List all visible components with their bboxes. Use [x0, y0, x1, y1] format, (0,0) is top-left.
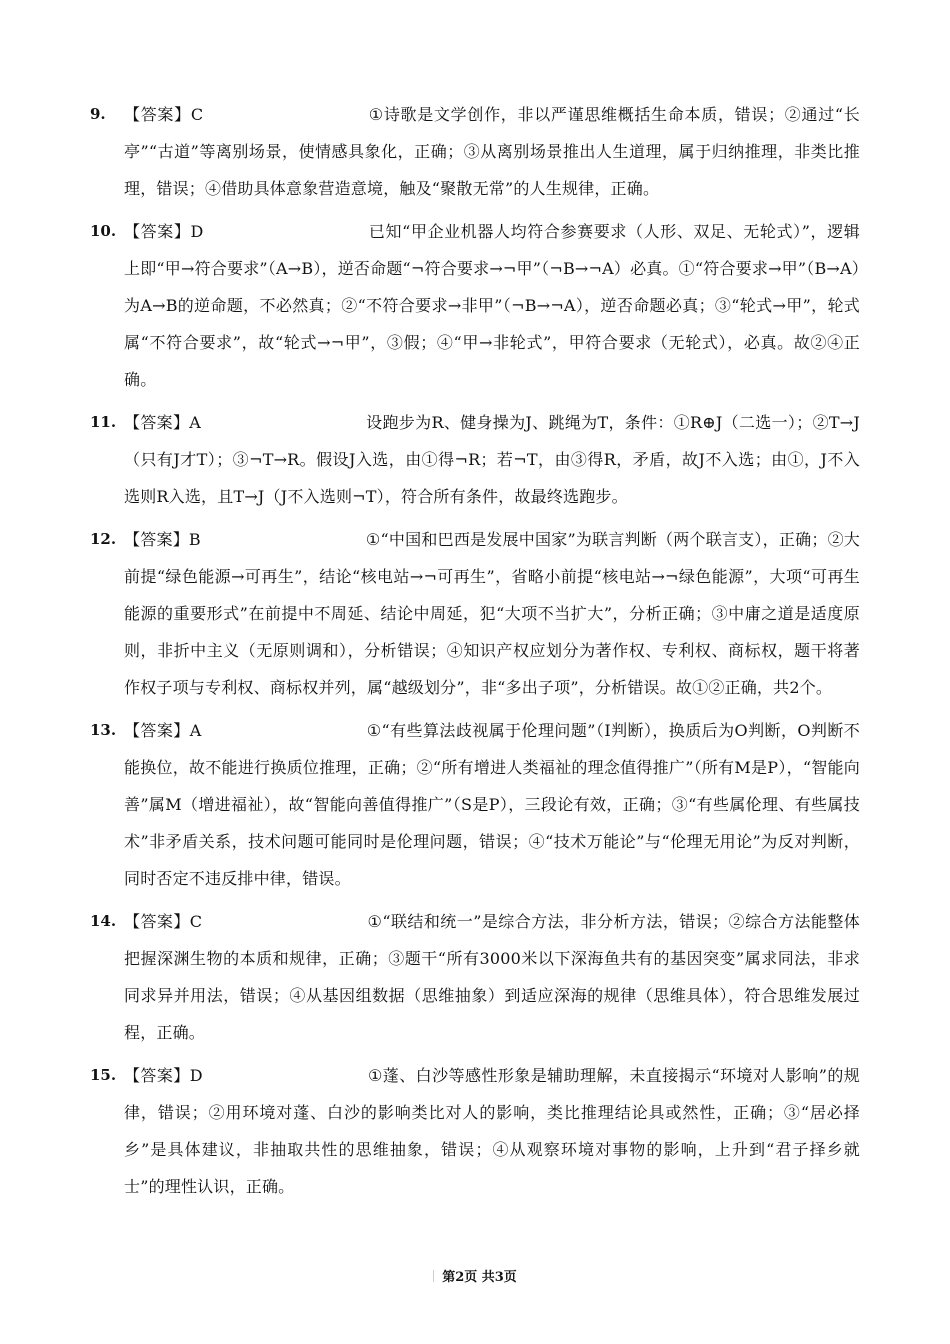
answer-list: [90, 96, 860, 1211]
item-number: 14.: [90, 912, 117, 930]
answer-item-9: [90, 96, 860, 207]
explanation-text: ①“有些算法歧视属于伦理问题”（I判断），换质后为O判断，O判断不能换位，故不能进行换质位推理，正确；②“所有增进人类福祉的理念值得推广”（所有M是P），“智能向善”属M（增进福祉），故“智能向善值得推广”（S是P），三段论有效，正确；③“有些属伦理、有些属技术”非矛盾关系，技术问题可能同时是伦理问题，错误；④“技术万能论”与“伦理无用论”为反对判断，同时否定不违反排中律，错误。: [124, 721, 860, 888]
answer-item-14: [90, 903, 860, 1051]
item-content: [124, 404, 860, 515]
item-number: 12.: [90, 530, 117, 548]
explanation-text: 设跑步为R、健身操为J、跳绳为T，条件：①R⊕J（二选一）；②T→J（只有J才T）；③¬T→R。假设J入选，由①得¬R；若¬T，由③得R，矛盾，故J不入选；由①，J不入选则R入选，且T→J（J不入选则¬T），符合所有条件，故最终选跑步。: [124, 413, 860, 506]
explanation-text: 已知“甲企业机器人均符合参赛要求（人形、双足、无轮式）”，逻辑上即“甲→符合要求”（A→B），逆否命题“¬符合要求→¬甲”（¬B→¬A）必真。①“符合要求→甲”（B→A）为A→B的逆命题，不必然真；②“不符合要求→非甲”（¬B→¬A），逆否命题必真；③“轮式→甲”，轮式属“不符合要求”，故“轮式→¬甲”，③假；④“甲→非轮式”，甲符合要求（无轮式），必真。故②④正确。: [124, 222, 860, 389]
explanation-text: ①蓬、白沙等感性形象是辅助理解，未直接揭示“环境对人影响”的规律，错误；②用环境对蓬、白沙的影响类比对人的影响，类比推理结论具或然性，正确；③“居必择乡”是具体建议，非抽取共性的思维抽象，错误；④从观察环境对事物的影响，上升到“君子择乡就士”的理性认识，正确。: [124, 1066, 860, 1196]
explanation-text: ①诗歌是文学创作，非以严谨思维概括生命本质，错误；②通过“长亭”“古道”等离别场景，使情感具象化，正确；③从离别场景推出人生道理，属于归纳推理，非类比推理，错误；④借助具体意象营造意境，触及“聚散无常”的人生规律，正确。: [124, 105, 860, 198]
explanation-text: ①“联结和统一”是综合方法，非分析方法，错误；②综合方法能整体把握深渊生物的本质和规律，正确；③题干“所有3000米以下深海鱼共有的基因突变”属求同法，非求同求异并用法，错误；④从基因组数据（思维抽象）到适应深海的规律（思维具体），符合思维发展过程，正确。: [124, 912, 861, 1042]
answer-label: 【答案】A: [124, 413, 202, 432]
item-content: [124, 712, 860, 897]
item-content: [124, 213, 860, 398]
item-number: 9.: [90, 105, 106, 123]
footer-divider: [433, 1270, 434, 1282]
answer-item-15: [90, 1057, 860, 1205]
explanation-text: ①“中国和巴西是发展中国家”为联言判断（两个联言支），正确；②大前提“绿色能源→可再生”，结论“核电站→¬可再生”，省略小前提“核电站→¬绿色能源”，大项“可再生能源的重要形式”在前提中不周延、结论中周延，犯“大项不当扩大”，分析正确；③中庸之道是适度原则，非折中主义（无原则调和），分析错误；④知识产权应划分为著作权、专利权、商标权，题干将著作权子项与专利权、商标权并列，属“越级划分”，非“多出子项”，分析错误。故①②正确，共2个。: [124, 530, 860, 697]
item-number: 15.: [90, 1066, 117, 1084]
answer-label: 【答案】A: [124, 721, 202, 740]
item-content: [124, 903, 860, 1051]
item-content: [124, 1057, 860, 1205]
page-number: 第2页 共3页: [442, 1270, 517, 1285]
page-footer: [0, 1266, 950, 1285]
item-content: [124, 96, 860, 207]
answer-label: 【答案】B: [124, 530, 201, 549]
item-number: 10.: [90, 222, 117, 240]
answer-label: 【答案】C: [124, 912, 203, 931]
answer-item-13: [90, 712, 860, 897]
item-number: 13.: [90, 721, 117, 739]
item-number: 11.: [90, 413, 117, 431]
answer-item-12: [90, 521, 860, 706]
answer-label: 【答案】C: [124, 105, 204, 124]
item-content: [124, 521, 860, 706]
answer-item-10: [90, 213, 860, 398]
answer-label: 【答案】D: [124, 1066, 203, 1085]
answer-label: 【答案】D: [124, 222, 204, 241]
answer-item-11: [90, 404, 860, 515]
